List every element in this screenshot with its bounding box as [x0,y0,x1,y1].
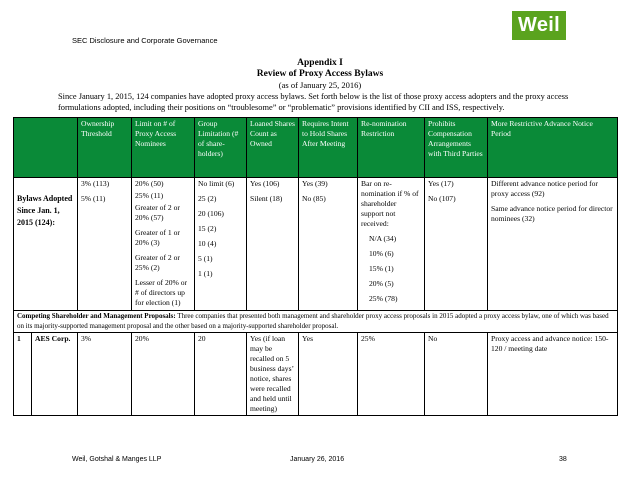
list-item: 15% (1) [369,264,394,273]
summary-limit [132,178,195,311]
list-item: Yes (106) [250,179,280,188]
list-item: 25% (78) [369,294,398,303]
proxy-access-table [13,117,618,416]
row-number: 1 [14,333,32,416]
footer-date: January 26, 2016 [290,456,345,463]
list-item: 20% (5) [369,279,394,288]
as-of-date: (as of January 25, 2016) [278,80,362,90]
title-block [0,58,640,91]
weil-logo: Weil [512,11,566,40]
row-renomination: 25% [358,333,425,416]
review-title: Review of Proxy Access Bylaws [256,69,384,79]
list-item: 5% (11) [81,194,106,203]
summary-intent [299,178,358,311]
list-item: 1 (1) [198,269,213,278]
list-item: Different advance notice period for proxy access (92) [491,179,598,198]
section-header: SEC Disclosure and Corporate Governance [72,36,218,45]
col-header: Group Limitation (# of share-holders) [195,118,247,178]
list-item: 10 (4) [198,239,217,248]
col-header: Re-nomination Restriction [358,118,425,178]
row-loaned: Yes (if loan may be recalled on 5 business days’ notice, shares were recalled and held until meeting) [247,333,299,416]
list-item: 20 (106) [198,209,224,218]
row-group: 20 [195,333,247,416]
summary-group [195,178,247,311]
summary-ownership [78,178,132,311]
list-item: 20% (50) [135,179,164,188]
competing-proposals-row [14,311,618,333]
summary-row [14,178,618,311]
summary-loaned [247,178,299,311]
list-item: Greater of 2 or 25% (2) [135,253,180,272]
appendix-title: Appendix I [297,58,343,68]
list-item: Yes (39) [302,179,328,188]
summary-notice [488,178,618,311]
table-header-row [14,118,618,178]
footer-firm: Weil, Gotshal & Manges LLP [72,456,162,463]
header-empty-cell [14,118,78,178]
row-limit: 20% [132,333,195,416]
page-number: 38 [559,456,567,463]
table-row [14,333,618,416]
col-header: Loaned Shares Count as Owned [247,118,299,178]
intro-paragraph: Since January 1, 2015, 124 companies have adopted proxy access bylaws. Set forth below is the list of those proxy access adopters and the proxy access formulations adopted, including their positions on “troublesome” or “problematic” provisions identified by CII and ISS, respectively. [58,92,569,112]
col-header: Ownership Threshold [78,118,132,178]
row-notice: Proxy access and advance notice: 150-120 / meeting date [488,333,618,416]
list-item: 15 (2) [198,224,217,233]
list-item: Lesser of 20% or # of directors up for election (1) [135,278,188,307]
renomination-intro: Bar on re-nomination if % of shareholder support not received: [361,179,419,228]
row-ownership: 3% [78,333,132,416]
col-header: Prohibits Compensation Arrangements with Third Parties [425,118,488,178]
list-item: No limit (6) [198,179,235,188]
list-item: No (107) [428,194,456,203]
list-item: 10% (6) [369,249,394,258]
company-name: AES Corp. [32,333,78,416]
list-item: Same advance notice period for director nominees (32) [491,204,613,223]
list-item: N/A (34) [369,234,397,243]
list-item: Yes (17) [428,179,454,188]
col-header: More Restrictive Advance Notice Period [488,118,618,178]
list-item: Silent (18) [250,194,283,203]
competing-proposals-note [14,311,618,333]
list-item: Greater of 1 or 20% (3) [135,228,180,247]
list-item: 5 (1) [198,254,213,263]
list-item: Greater of 2 or 20% (57) [135,203,180,222]
row-compensation: No [425,333,488,416]
summary-renomination [358,178,425,311]
competing-text: Three companies that presented both management and shareholder proxy access proposals in 2015 adopted a proxy access bylaw, one of which was based on its majority-supported management proposal and the other based on a majority-supported shareholder proposal. [17,312,609,330]
summary-compensation [425,178,488,311]
list-item: 25% (11) [135,191,164,200]
competing-label: Competing Shareholder and Management Proposals: [17,312,176,320]
list-item: 3% (113) [81,179,110,188]
col-header: Limit on # of Proxy Access Nominees [132,118,195,178]
row-intent: Yes [299,333,358,416]
summary-row-label: Bylaws Adopted Since Jan. 1, 2015 (124): [14,178,78,311]
list-item: No (85) [302,194,326,203]
col-header: Requires Intent to Hold Shares After Meeting [299,118,358,178]
list-item: 25 (2) [198,194,217,203]
